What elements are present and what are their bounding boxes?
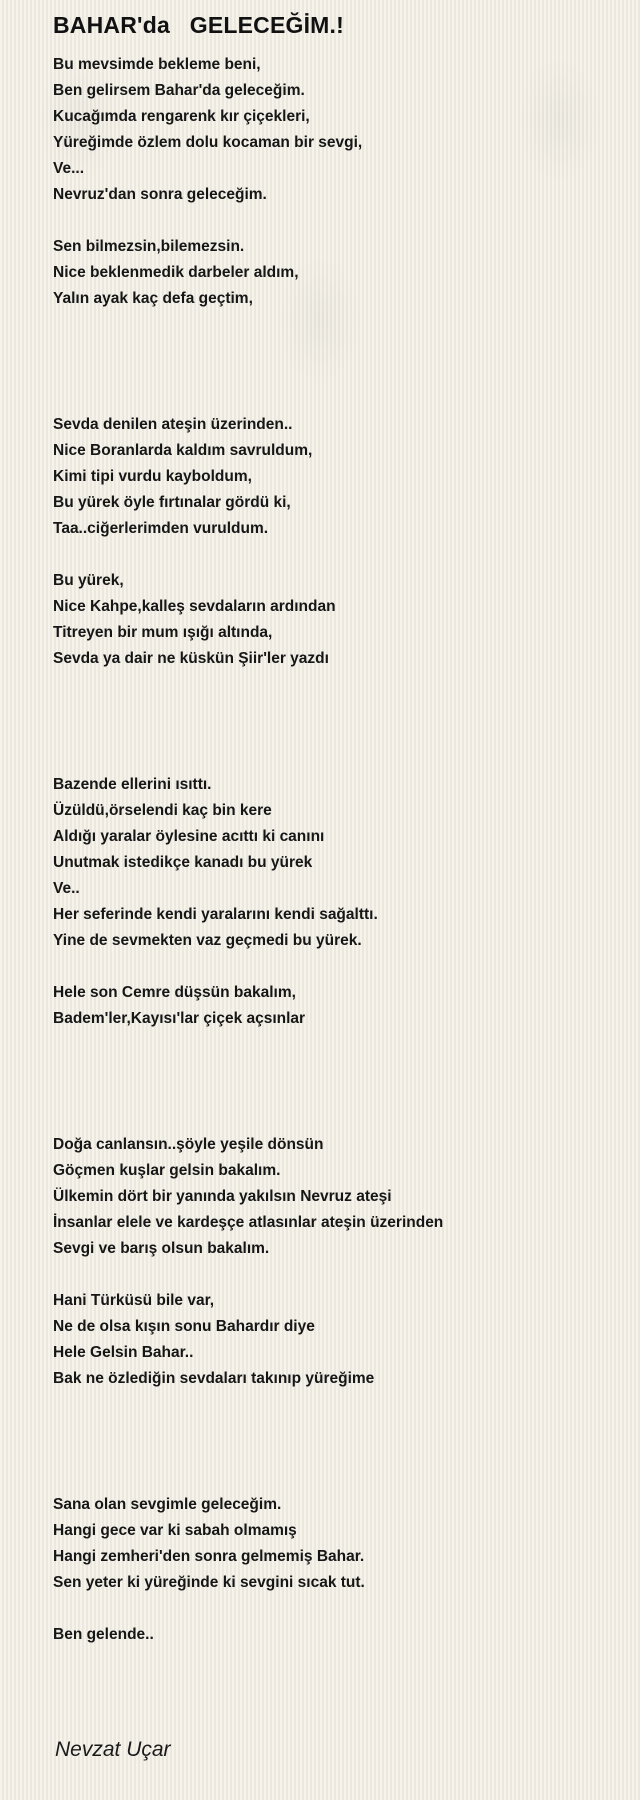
poem-line: Sevgi ve barış olsun bakalım. [53, 1240, 270, 1257]
poem-line: Taa..ciğerlerimden vuruldum. [53, 520, 269, 537]
poem-line: Hele Gelsin Bahar.. [53, 1344, 194, 1361]
poem-line: Nice Boranlarda kaldım savruldum, [53, 442, 313, 459]
poem-line: Hangi gece var ki sabah olmamış [53, 1522, 297, 1539]
stanza [53, 1288, 613, 1392]
poem-line: Kimi tipi vurdu kayboldum, [53, 468, 252, 485]
poem-line: Bu yürek öyle fırtınalar gördü ki, [53, 494, 291, 511]
poem-title: BAHAR'da GELECEĞİM.! [53, 12, 344, 38]
stanza-gap [53, 312, 613, 412]
poem-line: Sen bilmezsin,bilemezsin. [53, 238, 245, 255]
poem-line: Titreyen bir mum ışığı altında, [53, 624, 273, 641]
stanza-gap [53, 208, 613, 234]
poem-line: Sen yeter ki yüreğinde ki sevgini sıcak tut. [53, 1574, 365, 1591]
poem-line: Ülkemin dört bir yanında yakılsın Nevruz ateşi [53, 1188, 392, 1205]
stanza-gap [53, 954, 613, 980]
poem-line: Hani Türküsü bile var, [53, 1292, 215, 1309]
stanza-gap [53, 1262, 613, 1288]
poem-line: Bazende ellerini ısıttı. [53, 776, 212, 793]
poem-line: Badem'ler,Kayısı'lar çiçek açsınlar [53, 1010, 306, 1027]
stanza [53, 52, 613, 208]
stanza [53, 1622, 613, 1648]
stanza-gap [53, 1032, 613, 1132]
poem-line: Sevda denilen ateşin üzerinden.. [53, 416, 293, 433]
poem-body [53, 52, 613, 1648]
poem-line: Bu yürek, [53, 572, 124, 589]
poem-line: Ben gelirsem Bahar'da geleceğim. [53, 82, 305, 99]
poem-line: Yalın ayak kaç defa geçtim, [53, 290, 253, 307]
poem-line: Hele son Cemre düşsün bakalım, [53, 984, 296, 1001]
poem-line: Yine de sevmekten vaz geçmedi bu yürek. [53, 932, 362, 949]
stanza [53, 772, 613, 954]
poem-line: Sevda ya dair ne küskün Şiir'ler yazdı [53, 650, 329, 667]
poem-line: Ne de olsa kışın sonu Bahardır diye [53, 1318, 315, 1335]
poem-line: Ve.. [53, 880, 80, 897]
stanza [53, 1132, 613, 1262]
poem-line: Aldığı yaralar öylesine acıttı ki canını [53, 828, 325, 845]
stanza-gap [53, 1392, 613, 1492]
poem-line: Nice beklenmedik darbeler aldım, [53, 264, 299, 281]
poem-line: Her seferinde kendi yaralarını kendi sağalttı. [53, 906, 378, 923]
poem-line: Nevruz'dan sonra geleceğim. [53, 186, 267, 203]
stanza-gap [53, 1596, 613, 1622]
stanza-gap [53, 672, 613, 772]
stanza [53, 234, 613, 312]
poem-line: Nice Kahpe,kalleş sevdaların ardından [53, 598, 336, 615]
poem-line: Ve... [53, 160, 85, 177]
stanza [53, 1492, 613, 1596]
poem-author: Nevzat Uçar [55, 1738, 171, 1761]
poem-line: Bak ne özlediğin sevdaları takınıp yüreğime [53, 1370, 375, 1387]
poem-line: Yüreğimde özlem dolu kocaman bir sevgi, [53, 134, 363, 151]
poem-line: Ben gelende.. [53, 1626, 154, 1643]
poem-line: İnsanlar elele ve kardeşçe atlasınlar ateşin üzerinden [53, 1214, 444, 1231]
poem-line: Hangi zemheri'den sonra gelmemiş Bahar. [53, 1548, 365, 1565]
stanza-gap [53, 542, 613, 568]
stanza [53, 980, 613, 1032]
poem-line: Üzüldü,örselendi kaç bin kere [53, 802, 272, 819]
poem-line: Bu mevsimde bekleme beni, [53, 56, 261, 73]
poem-line: Sana olan sevgimle geleceğim. [53, 1496, 282, 1513]
stanza [53, 568, 613, 672]
poem-line: Doğa canlansın..şöyle yeşile dönsün [53, 1136, 324, 1153]
poem-line: Unutmak istedikçe kanadı bu yürek [53, 854, 313, 871]
poem-line: Göçmen kuşlar gelsin bakalım. [53, 1162, 281, 1179]
stanza [53, 412, 613, 542]
poem-line: Kucağımda rengarenk kır çiçekleri, [53, 108, 310, 125]
